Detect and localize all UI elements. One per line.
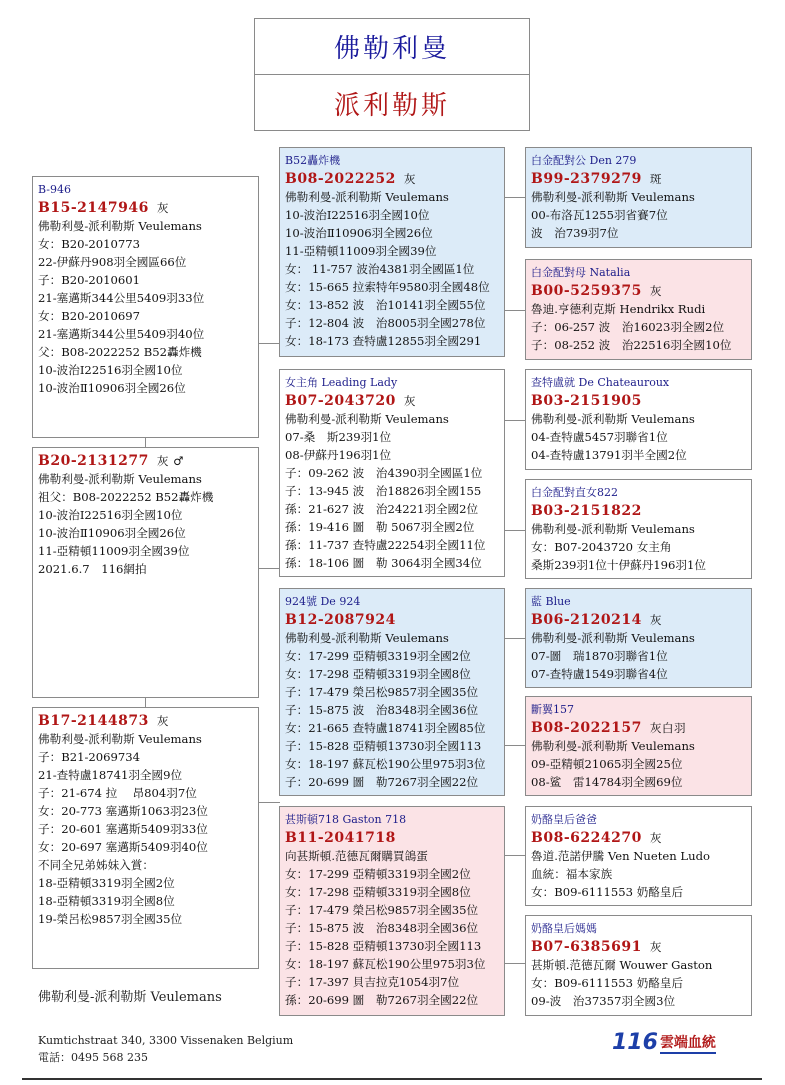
pedigree-box — [279, 806, 505, 1016]
ring-number-row — [38, 199, 254, 217]
ring-number: B07-6385691 — [531, 939, 642, 955]
pedigree-box — [279, 147, 505, 357]
record-line: 09-波 治37357羽全國3位 — [531, 994, 676, 1008]
record-line: 11-亞精頓11009羽全國39位 — [38, 544, 190, 558]
pedigree-header — [254, 18, 530, 131]
record-line: 女：20-773 塞邁斯1063羽23位 — [38, 804, 208, 818]
ring-number-row — [531, 829, 747, 847]
record-line: 桑斯239羽1位十伊蘇丹196羽1位 — [531, 558, 706, 572]
connector — [504, 963, 526, 964]
record-line: 子：08-252 波 治22516羽全國10位 — [531, 338, 732, 352]
record-line: 佛勒利曼-派利勒斯 Veulemans — [531, 739, 695, 753]
ring-number-row — [285, 170, 500, 188]
record-line: 子：15-875 波 治8348羽全國36位 — [285, 703, 479, 717]
record-line: 10-波治Ⅰ22516羽全國10位 — [285, 208, 430, 222]
record-line: 09-亞精頓21065羽全國25位 — [531, 757, 683, 771]
record-line: 04-查特盧5457羽聯省1位 — [531, 430, 668, 444]
ring-number-row — [531, 282, 747, 300]
record-line: 子：17-479 榮呂松9857羽全國35位 — [285, 685, 479, 699]
record-line: 2021.6.7 116網拍 — [38, 562, 147, 576]
record-line: 子：06-257 波 治16023羽全國2位 — [531, 320, 725, 334]
record-line: 18-亞精頓3319羽全國8位 — [38, 894, 175, 908]
divider — [22, 1078, 762, 1080]
bird-color: 灰 — [403, 394, 416, 408]
ring-number-row — [531, 502, 747, 520]
record-line: 子：15-875 波 治8348羽全國36位 — [285, 921, 479, 935]
bird-color: 灰 — [649, 613, 662, 627]
bird-title: 白金配對公 Den 279 — [531, 154, 637, 167]
bird-color: 灰 — [649, 831, 662, 845]
ring-number: B06-2120214 — [531, 612, 642, 628]
record-line: 07-桑 斯239羽1位 — [285, 430, 392, 444]
connector — [258, 802, 280, 803]
connector — [504, 855, 526, 856]
record-line: 魯道.范諾伊騰 Ven Nueten Ludo — [531, 849, 710, 863]
record-line: 子：17-479 榮呂松9857羽全國35位 — [285, 903, 479, 917]
record-line: 佛勒利曼-派利勒斯 Veulemans — [38, 472, 202, 486]
logo-number: 116 — [612, 1030, 658, 1055]
record-line: 子：17-397 貝吉拉克1054羽7位 — [285, 975, 460, 989]
bird-color: 灰 — [649, 940, 662, 954]
record-line: 女：B09-6111553 奶酪皇后 — [531, 885, 684, 899]
ring-number: B99-2379279 — [531, 171, 642, 187]
record-line: 女：17-299 亞精頓3319羽全國2位 — [285, 649, 471, 663]
record-line: 子：09-262 波 治4390羽全國區1位 — [285, 466, 483, 480]
owner-name: 佛勒利曼-派利勒斯 Veulemans — [38, 990, 222, 1005]
logo — [612, 1030, 716, 1055]
record-line: 子：20-699 圖 勒7267羽全國22位 — [285, 775, 479, 789]
record-line: 孫：19-416 圖 勒 5067羽全國2位 — [285, 520, 475, 534]
ring-number: B11-2041718 — [285, 830, 396, 846]
pedigree-box — [525, 479, 752, 579]
record-line: 10-波治Ⅱ10906羽全國26位 — [285, 226, 433, 240]
ring-number: B08-2022157 — [531, 720, 642, 736]
bird-title: 甚斯頓718 Gaston 718 — [285, 813, 407, 826]
connector — [504, 420, 526, 421]
pedigree-box — [279, 588, 505, 796]
ring-number: B03-2151822 — [531, 503, 642, 519]
record-line: 父：B08-2022252 B52轟炸機 — [38, 345, 202, 359]
ring-number: B15-2147946 — [38, 200, 149, 216]
record-line: 21-塞邁斯344公里5409羽33位 — [38, 291, 205, 305]
phone: 電話：0495 568 235 — [38, 1051, 148, 1064]
bird-title: 斷翼157 — [531, 703, 574, 716]
record-line: 子：B20-2010601 — [38, 273, 141, 287]
bird-title: 奶酪皇后媽媽 — [531, 922, 597, 935]
ring-number: B00-5259375 — [531, 283, 642, 299]
title-main: 佛勒利曼 — [255, 19, 529, 75]
record-line: 佛勒利曼-派利勒斯 Veulemans — [285, 190, 449, 204]
connector — [145, 697, 146, 707]
bird-color: 灰 — [156, 714, 169, 728]
connector — [504, 638, 526, 639]
ring-number: B08-2022252 — [285, 171, 396, 187]
record-line: 女：B20-2010697 — [38, 309, 141, 323]
bird-color: 斑 — [649, 172, 662, 186]
record-line: 女：17-299 亞精頓3319羽全國2位 — [285, 867, 471, 881]
record-line: 女：15-665 拉索特年9580羽全國48位 — [285, 280, 490, 294]
bird-title: B52轟炸機 — [285, 154, 341, 167]
record-line: 女：B09-6111553 奶酪皇后 — [531, 976, 684, 990]
ring-number: B08-6224270 — [531, 830, 642, 846]
record-line: 10-波治Ⅰ22516羽全國10位 — [38, 508, 183, 522]
record-line: 19-榮呂松9857羽全國35位 — [38, 912, 183, 926]
pedigree-box — [32, 176, 259, 438]
record-line: 00-布洛瓦1255羽省賽7位 — [531, 208, 668, 222]
address: Kumtichstraat 340, 3300 Vissenaken Belgium — [38, 1034, 294, 1047]
record-line: 女：13-852 波 治10141羽全國55位 — [285, 298, 486, 312]
record-line: 11-亞精頓11009羽全國39位 — [285, 244, 437, 258]
record-line: 子：15-828 亞精頓13730羽全國113 — [285, 739, 482, 753]
bird-title: 查特盧就 De Chateauroux — [531, 376, 670, 389]
ring-number-row — [285, 611, 500, 629]
record-line: 08-鲨 雷14784羽全國69位 — [531, 775, 683, 789]
record-line: 孫：11-737 查特盧22254羽全國11位 — [285, 538, 486, 552]
pedigree-box — [32, 707, 259, 969]
pedigree-box — [525, 147, 752, 248]
bird-color: 灰 — [403, 172, 416, 186]
record-line: 女： 11-757 波治4381羽全國區1位 — [285, 262, 475, 276]
ring-number-row — [531, 719, 747, 737]
bird-title: 女主角 Leading Lady — [285, 376, 398, 389]
record-line: 女：17-298 亞精頓3319羽全國8位 — [285, 667, 471, 681]
record-line: 22-伊蘇丹908羽全國區66位 — [38, 255, 187, 269]
ring-number-row — [285, 392, 500, 410]
ring-number-row — [531, 392, 747, 410]
bird-title: 白金配對母 Natalia — [531, 266, 631, 279]
record-line: 向甚斯頓.范德瓦爾購買鴿蛋 — [285, 849, 428, 863]
record-line: 子：20-601 塞邁斯5409羽33位 — [38, 822, 208, 836]
bird-title: 奶酪皇后爸爸 — [531, 813, 597, 826]
ring-number: B03-2151905 — [531, 393, 642, 409]
record-line: 佛勒利曼-派利勒斯 Veulemans — [531, 631, 695, 645]
record-line: 子：13-945 波 治18826羽全國155 — [285, 484, 482, 498]
record-line: 佛勒利曼-派利勒斯 Veulemans — [531, 412, 695, 426]
record-line: 血統：福本家族 — [531, 867, 613, 881]
record-line: 孫：18-106 圖 勒 3064羽全國34位 — [285, 556, 482, 570]
bird-title: 924號 De 924 — [285, 595, 361, 608]
record-line: 女：21-665 查特盧18741羽全國85位 — [285, 721, 486, 735]
ring-number: B12-2087924 — [285, 612, 396, 628]
connector — [504, 310, 526, 311]
ring-number-row — [38, 712, 254, 730]
bird-color: 灰 — [649, 284, 662, 298]
connector — [145, 437, 146, 447]
connector — [258, 568, 280, 569]
logo-text: 雲端血統 — [660, 1032, 716, 1054]
ring-number-row — [38, 452, 254, 470]
bird-color: 灰 — [156, 201, 169, 215]
record-line: 女：20-697 塞邁斯5409羽40位 — [38, 840, 208, 854]
ring-number-row — [531, 938, 747, 956]
record-line: 08-伊蘇丹196羽1位 — [285, 448, 392, 462]
ring-number-row — [285, 829, 500, 847]
bird-title: 藍 Blue — [531, 595, 571, 608]
contact-info — [38, 1032, 293, 1066]
ring-number: B20-2131277 — [38, 453, 149, 469]
record-line: 魯迪.亨德利克斯 Hendrikx Rudi — [531, 302, 706, 316]
pedigree-box — [525, 369, 752, 470]
ring-number: B07-2043720 — [285, 393, 396, 409]
bird-color: 灰 ♂ — [156, 454, 185, 468]
record-line: 佛勒利曼-派利勒斯 Veulemans — [38, 732, 202, 746]
record-line: 子：12-804 波 治8005羽全國278位 — [285, 316, 486, 330]
record-line: 女：B20-2010773 — [38, 237, 141, 251]
record-line: 21-塞邁斯344公里5409羽40位 — [38, 327, 205, 341]
record-line: 佛勒利曼-派利勒斯 Veulemans — [285, 412, 449, 426]
connector — [504, 745, 526, 746]
record-line: 10-波治Ⅱ10906羽全國26位 — [38, 381, 186, 395]
record-line: 甚斯頓.范德瓦爾 Wouwer Gaston — [531, 958, 713, 972]
title-sub: 派利勒斯 — [333, 90, 450, 121]
record-line: 04-查特盧13791羽半全國2位 — [531, 448, 687, 462]
record-line: 不同全兄弟姊妹入賞： — [38, 858, 154, 872]
record-line: 女：18-197 蘇瓦松190公里975羽3位 — [285, 757, 486, 771]
record-line: 女：18-173 查特盧12855羽全國291 — [285, 334, 482, 348]
record-line: 子：B21-2069734 — [38, 750, 141, 764]
record-line: 佛勒利曼-派利勒斯 Veulemans — [285, 631, 449, 645]
record-line: 佛勒利曼-派利勒斯 Veulemans — [531, 190, 695, 204]
ring-number-row — [531, 170, 747, 188]
record-line: 子：21-674 拉 昂804羽7位 — [38, 786, 197, 800]
connector — [504, 197, 526, 198]
record-line: 子：15-828 亞精頓13730羽全國113 — [285, 939, 482, 953]
record-line: 21-查特盧18741羽全國9位 — [38, 768, 183, 782]
pedigree-box — [525, 915, 752, 1016]
record-line: 孫：20-699 圖 勒7267羽全國22位 — [285, 993, 479, 1007]
ring-number: B17-2144873 — [38, 713, 149, 729]
pedigree-box — [525, 696, 752, 796]
bird-color: 灰白羽 — [649, 721, 687, 735]
record-line: 07-圖 瑞1870羽聯省1位 — [531, 649, 668, 663]
record-line: 18-亞精頓3319羽全國2位 — [38, 876, 175, 890]
record-line: 祖父：B08-2022252 B52轟炸機 — [38, 490, 214, 504]
record-line: 女：18-197 蘇瓦松190公里975羽3位 — [285, 957, 486, 971]
connector — [258, 343, 280, 344]
bird-title: B-946 — [38, 183, 71, 196]
ring-number-row — [531, 611, 747, 629]
pedigree-box — [32, 447, 259, 698]
record-line: 佛勒利曼-派利勒斯 Veulemans — [38, 219, 202, 233]
record-line: 10-波治Ⅰ22516羽全國10位 — [38, 363, 183, 377]
pedigree-box — [525, 588, 752, 688]
pedigree-box — [525, 259, 752, 360]
record-line: 波 治739羽7位 — [531, 226, 619, 240]
record-line: 女：B07-2043720 女主角 — [531, 540, 672, 554]
pedigree-box — [279, 369, 505, 577]
connector — [504, 530, 526, 531]
record-line: 孫：21-627 波 治24221羽全國2位 — [285, 502, 479, 516]
bird-title: 白金配對直女822 — [531, 486, 618, 499]
record-line: 女：17-298 亞精頓3319羽全國8位 — [285, 885, 471, 899]
record-line: 07-查特盧1549羽聯省4位 — [531, 667, 668, 681]
record-line: 10-波治Ⅱ10906羽全國26位 — [38, 526, 186, 540]
record-line: 佛勒利曼-派利勒斯 Veulemans — [531, 522, 695, 536]
pedigree-box — [525, 806, 752, 906]
